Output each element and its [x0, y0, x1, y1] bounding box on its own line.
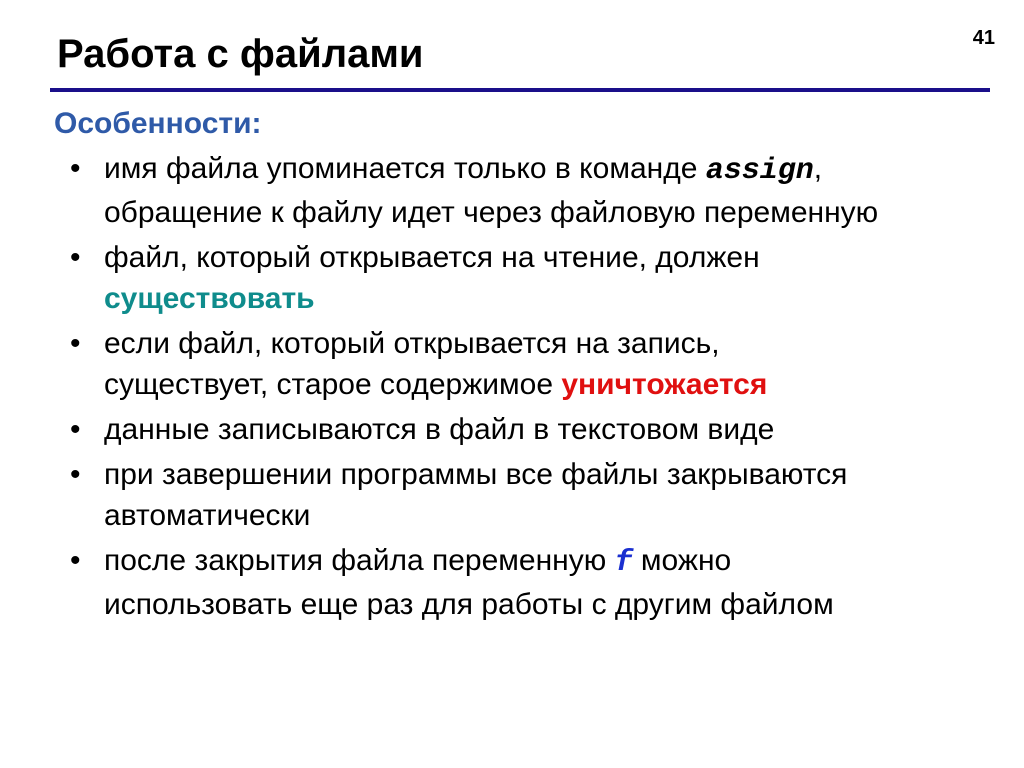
bullet-item-text-mode — [70, 409, 1000, 450]
bullet-item-write — [70, 323, 1000, 405]
bullet-item-read — [70, 237, 1000, 319]
bullet-dot-icon: • — [70, 413, 81, 446]
assign-keyword: assign — [705, 154, 814, 188]
bullet-text: имя файла упоминается только в команде — [104, 152, 706, 185]
slide-number: 41 — [972, 27, 995, 49]
bullet-item-auto-close — [70, 454, 1000, 536]
bullet-text: автоматически — [104, 499, 311, 532]
emphasis-exists: существовать — [104, 282, 315, 315]
bullet-text: обращение к файлу идет через файловую переменную — [104, 196, 879, 229]
bullet-text: , — [813, 152, 823, 185]
bullet-text: использовать еще раз для работы с другим файлом — [104, 588, 834, 621]
slide-title: Работа с файлами — [57, 32, 424, 76]
bullet-text: после закрытия файла переменную — [104, 544, 615, 577]
file-variable-f: f — [614, 546, 633, 580]
bullet-item-filename — [70, 148, 1000, 233]
bullet-text: данные записываются в файл в текстовом виде — [104, 413, 775, 446]
bullet-item-reuse — [70, 540, 1000, 625]
bullet-text: если файл, который открывается на запись, — [104, 327, 720, 360]
title-divider — [50, 88, 990, 92]
bullet-dot-icon: • — [70, 241, 81, 274]
bullet-dot-icon: • — [70, 152, 81, 185]
bullet-text: можно — [632, 544, 732, 577]
bullet-text: файл, который открывается на чтение, должен — [104, 241, 760, 274]
bullet-dot-icon: • — [70, 544, 81, 577]
bullet-dot-icon: • — [70, 327, 81, 360]
bullet-list — [70, 148, 1000, 629]
bullet-text: при завершении программы все файлы закрываются — [104, 458, 848, 491]
section-heading: Особенности: — [54, 107, 262, 140]
bullet-dot-icon: • — [70, 458, 81, 491]
emphasis-destroyed: уничтожается — [561, 368, 768, 401]
bullet-text: существует, старое содержимое — [104, 368, 562, 401]
